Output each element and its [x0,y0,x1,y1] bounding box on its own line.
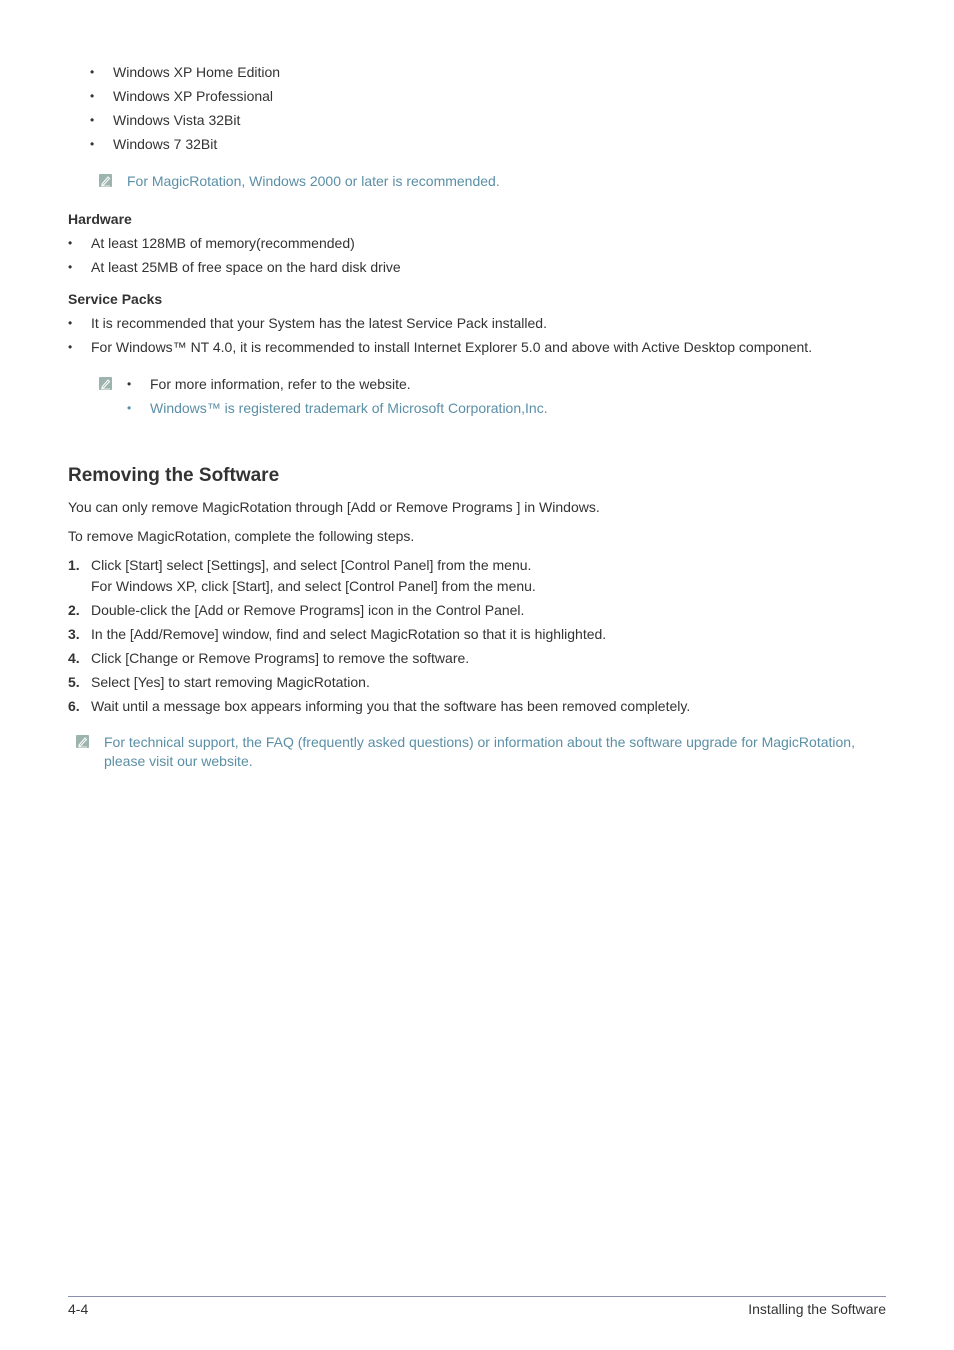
section-title: Removing the Software [68,465,280,486]
os-item: Windows Vista 32Bit [113,112,241,128]
step-text: Click [Start] select [Settings], and select [Control Panel] from the menu. [91,557,532,573]
service-pack-item: It is recommended that your System has the latest Service Pack installed. [91,315,547,331]
removing-intro: You can only remove MagicRotation through [Add or Remove Programs ] in Windows. [68,499,600,515]
service-pack-item: For Windows™ NT 4.0, it is recommended to install Internet Explorer 5.0 and above with Active Desktop component. [91,339,813,355]
note-icon [99,174,112,187]
bullet: • [127,377,132,391]
os-item: Windows XP Home Edition [113,64,281,80]
trademark-note: Windows™ is registered trademark of Microsoft Corporation,Inc. [150,400,548,416]
step-number: 4. [68,650,80,666]
hardware-item: At least 25MB of free space on the hard disk drive [91,259,401,275]
bullet: • [90,137,95,151]
step-text: In the [Add/Remove] window, find and select MagicRotation so that it is highlighted. [91,626,607,642]
step-number: 2. [68,602,80,618]
hardware-heading: Hardware [68,211,132,227]
step-number: 1. [68,557,80,573]
note-icon [99,377,112,390]
footer-section: Installing the Software [748,1301,886,1317]
hardware-item: At least 128MB of memory(recommended) [91,235,355,251]
note-icon [76,735,89,748]
bullet: • [68,236,73,250]
bullet: • [90,65,95,79]
bullet: • [68,316,73,330]
os-note: For MagicRotation, Windows 2000 or later is recommended. [127,173,500,189]
bullet: • [127,401,132,415]
os-item: Windows 7 32Bit [113,136,218,152]
page-number: 4-4 [68,1301,89,1317]
bullet: • [90,89,95,103]
service-packs-heading: Service Packs [68,291,163,307]
service-pack-note: For more information, refer to the website. [150,376,411,392]
bullet: • [90,113,95,127]
step-number: 3. [68,626,80,642]
step-text: Select [Yes] to start removing MagicRotation. [91,674,370,690]
support-note: please visit our website. [104,753,253,769]
step-text: Wait until a message box appears informing you that the software has been removed completely. [91,698,691,714]
bullet: • [68,260,73,274]
bullet: • [68,340,73,354]
step-number: 6. [68,698,80,714]
step-text: Click [Change or Remove Programs] to remove the software. [91,650,470,666]
step-text: For Windows XP, click [Start], and select [Control Panel] from the menu. [91,578,536,594]
footer-rule [68,1296,886,1297]
step-text: Double-click the [Add or Remove Programs] icon in the Control Panel. [91,602,525,618]
step-number: 5. [68,674,80,690]
os-item: Windows XP Professional [113,88,274,104]
removing-intro: To remove MagicRotation, complete the following steps. [68,528,415,544]
support-note: For technical support, the FAQ (frequently asked questions) or information about the software upgrade for MagicRotation, [104,734,855,750]
